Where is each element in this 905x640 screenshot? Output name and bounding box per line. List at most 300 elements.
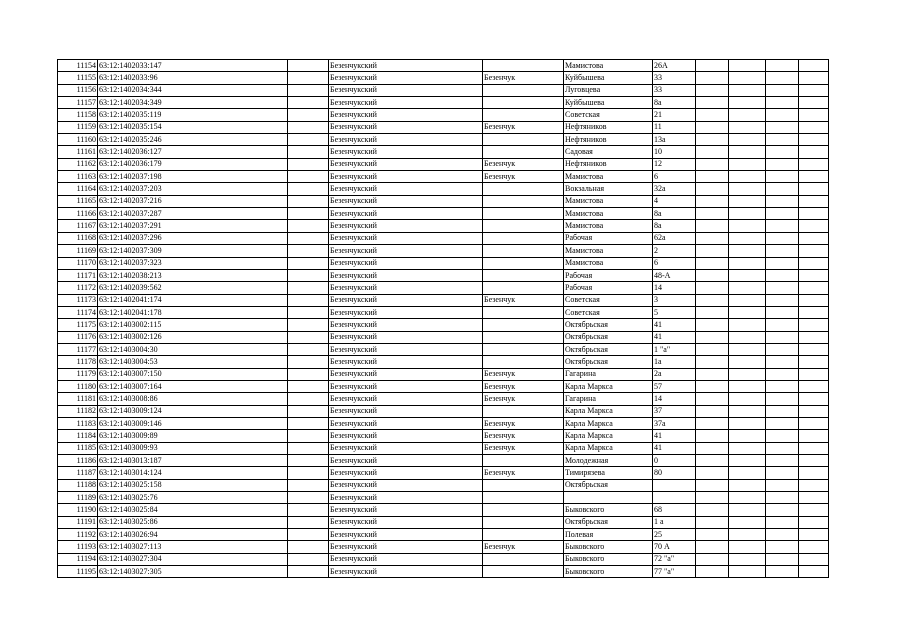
empty-cell xyxy=(696,294,729,306)
district-cell: Безенчукский xyxy=(329,442,483,454)
house-number-cell: 32а xyxy=(653,183,696,195)
house-number-cell: 14 xyxy=(653,393,696,405)
empty-cell xyxy=(288,504,329,516)
empty-cell xyxy=(729,319,766,331)
empty-cell xyxy=(696,405,729,417)
empty-cell xyxy=(729,171,766,183)
table-row xyxy=(58,356,829,368)
empty-cell xyxy=(766,405,799,417)
district-cell: Безенчукский xyxy=(329,393,483,405)
empty-cell xyxy=(729,356,766,368)
house-number-cell: 1 "а" xyxy=(653,343,696,355)
empty-cell xyxy=(288,245,329,257)
empty-cell xyxy=(729,405,766,417)
empty-cell xyxy=(799,171,829,183)
empty-cell xyxy=(799,220,829,232)
locality-cell: Безенчук xyxy=(483,417,564,429)
cadastral-number-cell: 63:12:1402039:562 xyxy=(98,282,288,294)
row-number-cell: 11173 xyxy=(58,294,98,306)
street-cell: Октябрьская xyxy=(564,343,653,355)
empty-cell xyxy=(799,257,829,269)
row-number-cell: 11158 xyxy=(58,109,98,121)
empty-cell xyxy=(766,245,799,257)
locality-cell xyxy=(483,343,564,355)
house-number-cell: 8а xyxy=(653,208,696,220)
locality-cell xyxy=(483,269,564,281)
table-row xyxy=(58,368,829,380)
district-cell: Безенчукский xyxy=(329,282,483,294)
row-number-cell: 11162 xyxy=(58,158,98,170)
empty-cell xyxy=(288,282,329,294)
empty-cell xyxy=(766,492,799,504)
empty-cell xyxy=(696,195,729,207)
district-cell: Безенчукский xyxy=(329,72,483,84)
empty-cell xyxy=(696,220,729,232)
empty-cell xyxy=(729,158,766,170)
street-cell: Нефтяников xyxy=(564,134,653,146)
house-number-cell: 21 xyxy=(653,109,696,121)
row-number-cell: 11193 xyxy=(58,541,98,553)
district-cell: Безенчукский xyxy=(329,492,483,504)
locality-cell xyxy=(483,356,564,368)
street-cell: Карла Маркса xyxy=(564,430,653,442)
empty-cell xyxy=(729,430,766,442)
empty-cell xyxy=(766,97,799,109)
row-number-cell: 11167 xyxy=(58,220,98,232)
table-row xyxy=(58,232,829,244)
street-cell: Быковского xyxy=(564,566,653,578)
locality-cell xyxy=(483,306,564,318)
empty-cell xyxy=(696,553,729,565)
locality-cell xyxy=(483,516,564,528)
cadastral-number-cell: 63:12:1402035:246 xyxy=(98,134,288,146)
street-cell: Мамистова xyxy=(564,220,653,232)
district-cell: Безенчукский xyxy=(329,331,483,343)
cadastral-number-cell: 63:12:1403027:113 xyxy=(98,541,288,553)
house-number-cell: 33 xyxy=(653,84,696,96)
locality-cell xyxy=(483,208,564,220)
empty-cell xyxy=(696,269,729,281)
locality-cell xyxy=(483,84,564,96)
empty-cell xyxy=(696,430,729,442)
empty-cell xyxy=(766,146,799,158)
empty-cell xyxy=(288,356,329,368)
empty-cell xyxy=(729,504,766,516)
empty-cell xyxy=(766,467,799,479)
street-cell xyxy=(564,492,653,504)
table-row xyxy=(58,405,829,417)
row-number-cell: 11168 xyxy=(58,232,98,244)
empty-cell xyxy=(696,72,729,84)
empty-cell xyxy=(799,294,829,306)
cadastral-number-cell: 63:12:1402037:198 xyxy=(98,171,288,183)
cadastral-number-cell: 63:12:1403025:76 xyxy=(98,492,288,504)
row-number-cell: 11187 xyxy=(58,467,98,479)
empty-cell xyxy=(799,393,829,405)
cadastral-number-cell: 63:12:1403009:89 xyxy=(98,430,288,442)
district-cell: Безенчукский xyxy=(329,430,483,442)
empty-cell xyxy=(696,158,729,170)
spreadsheet-table xyxy=(57,59,829,578)
row-number-cell: 11183 xyxy=(58,417,98,429)
empty-cell xyxy=(766,393,799,405)
empty-cell xyxy=(696,146,729,158)
street-cell: Мамистова xyxy=(564,257,653,269)
empty-cell xyxy=(766,306,799,318)
empty-cell xyxy=(799,60,829,72)
empty-cell xyxy=(799,146,829,158)
table-row xyxy=(58,109,829,121)
house-number-cell: 8а xyxy=(653,97,696,109)
empty-cell xyxy=(696,97,729,109)
empty-cell xyxy=(799,72,829,84)
empty-cell xyxy=(766,134,799,146)
cadastral-number-cell: 63:12:1403002:126 xyxy=(98,331,288,343)
district-cell: Безенчукский xyxy=(329,208,483,220)
empty-cell xyxy=(729,553,766,565)
empty-cell xyxy=(288,121,329,133)
street-cell: Карла Маркса xyxy=(564,380,653,392)
district-cell: Безенчукский xyxy=(329,97,483,109)
cadastral-number-cell: 63:12:1402041:178 xyxy=(98,306,288,318)
empty-cell xyxy=(729,97,766,109)
street-cell: Советская xyxy=(564,109,653,121)
row-number-cell: 11185 xyxy=(58,442,98,454)
row-number-cell: 11178 xyxy=(58,356,98,368)
empty-cell xyxy=(288,183,329,195)
empty-cell xyxy=(696,121,729,133)
row-number-cell: 11184 xyxy=(58,430,98,442)
row-number-cell: 11156 xyxy=(58,84,98,96)
district-cell: Безенчукский xyxy=(329,504,483,516)
locality-cell xyxy=(483,566,564,578)
cadastral-number-cell: 63:12:1402037:287 xyxy=(98,208,288,220)
empty-cell xyxy=(766,257,799,269)
empty-cell xyxy=(696,516,729,528)
empty-cell xyxy=(288,380,329,392)
locality-cell xyxy=(483,97,564,109)
locality-cell xyxy=(483,257,564,269)
empty-cell xyxy=(766,331,799,343)
house-number-cell: 10 xyxy=(653,146,696,158)
house-number-cell: 26А xyxy=(653,60,696,72)
district-cell: Безенчукский xyxy=(329,455,483,467)
district-cell: Безенчукский xyxy=(329,60,483,72)
empty-cell xyxy=(799,232,829,244)
house-number-cell: 48-А xyxy=(653,269,696,281)
cadastral-number-cell: 63:12:1402034:344 xyxy=(98,84,288,96)
table-row xyxy=(58,492,829,504)
street-cell: Мамистова xyxy=(564,208,653,220)
empty-cell xyxy=(729,479,766,491)
row-number-cell: 11182 xyxy=(58,405,98,417)
empty-cell xyxy=(766,553,799,565)
district-cell: Безенчукский xyxy=(329,134,483,146)
empty-cell xyxy=(288,430,329,442)
table-row xyxy=(58,97,829,109)
house-number-cell: 37 xyxy=(653,405,696,417)
table-row xyxy=(58,504,829,516)
empty-cell xyxy=(799,430,829,442)
empty-cell xyxy=(696,319,729,331)
empty-cell xyxy=(799,479,829,491)
cadastral-number-cell: 63:12:1403004:30 xyxy=(98,343,288,355)
table-row xyxy=(58,319,829,331)
table-row xyxy=(58,146,829,158)
empty-cell xyxy=(729,195,766,207)
locality-cell: Безенчук xyxy=(483,171,564,183)
empty-cell xyxy=(799,455,829,467)
district-cell: Безенчукский xyxy=(329,158,483,170)
empty-cell xyxy=(729,380,766,392)
empty-cell xyxy=(696,529,729,541)
empty-cell xyxy=(766,195,799,207)
locality-cell: Безенчук xyxy=(483,380,564,392)
empty-cell xyxy=(766,566,799,578)
cadastral-number-cell: 63:12:1402035:154 xyxy=(98,121,288,133)
street-cell: Мамистова xyxy=(564,245,653,257)
table-row xyxy=(58,553,829,565)
street-cell: Карла Маркса xyxy=(564,417,653,429)
empty-cell xyxy=(799,529,829,541)
empty-cell xyxy=(766,430,799,442)
empty-cell xyxy=(799,541,829,553)
empty-cell xyxy=(288,467,329,479)
empty-cell xyxy=(729,492,766,504)
empty-cell xyxy=(696,134,729,146)
house-number-cell: 77 "а" xyxy=(653,566,696,578)
empty-cell xyxy=(799,282,829,294)
table-row xyxy=(58,306,829,318)
empty-cell xyxy=(766,541,799,553)
row-number-cell: 11161 xyxy=(58,146,98,158)
table-row xyxy=(58,158,829,170)
district-cell: Безенчукский xyxy=(329,269,483,281)
empty-cell xyxy=(288,195,329,207)
table-row xyxy=(58,479,829,491)
empty-cell xyxy=(799,516,829,528)
empty-cell xyxy=(696,171,729,183)
empty-cell xyxy=(729,245,766,257)
district-cell: Безенчукский xyxy=(329,232,483,244)
table-row xyxy=(58,343,829,355)
empty-cell xyxy=(729,269,766,281)
row-number-cell: 11165 xyxy=(58,195,98,207)
locality-cell xyxy=(483,245,564,257)
locality-cell xyxy=(483,529,564,541)
empty-cell xyxy=(288,417,329,429)
empty-cell xyxy=(288,442,329,454)
empty-cell xyxy=(288,479,329,491)
district-cell: Безенчукский xyxy=(329,245,483,257)
house-number-cell xyxy=(653,479,696,491)
street-cell: Октябрьская xyxy=(564,319,653,331)
empty-cell xyxy=(288,84,329,96)
street-cell: Гагарина xyxy=(564,393,653,405)
empty-cell xyxy=(766,158,799,170)
street-cell: Быковского xyxy=(564,541,653,553)
empty-cell xyxy=(799,405,829,417)
cadastral-number-cell: 63:12:1403007:150 xyxy=(98,368,288,380)
empty-cell xyxy=(729,516,766,528)
cadastral-number-cell: 63:12:1403004:53 xyxy=(98,356,288,368)
empty-cell xyxy=(696,245,729,257)
empty-cell xyxy=(696,393,729,405)
street-cell: Тимирязева xyxy=(564,467,653,479)
street-cell: Полевая xyxy=(564,529,653,541)
empty-cell xyxy=(766,183,799,195)
empty-cell xyxy=(696,208,729,220)
empty-cell xyxy=(288,294,329,306)
empty-cell xyxy=(729,121,766,133)
empty-cell xyxy=(696,380,729,392)
house-number-cell: 13а xyxy=(653,134,696,146)
street-cell: Рабочая xyxy=(564,232,653,244)
empty-cell xyxy=(799,504,829,516)
empty-cell xyxy=(729,72,766,84)
street-cell: Октябрьская xyxy=(564,331,653,343)
row-number-cell: 11155 xyxy=(58,72,98,84)
empty-cell xyxy=(696,467,729,479)
empty-cell xyxy=(766,220,799,232)
table-row xyxy=(58,72,829,84)
district-cell: Безенчукский xyxy=(329,343,483,355)
cadastral-number-cell: 63:12:1403026:94 xyxy=(98,529,288,541)
empty-cell xyxy=(288,109,329,121)
empty-cell xyxy=(288,455,329,467)
cadastral-number-cell: 63:12:1403025:158 xyxy=(98,479,288,491)
empty-cell xyxy=(799,158,829,170)
locality-cell: Безенчук xyxy=(483,158,564,170)
empty-cell xyxy=(288,331,329,343)
empty-cell xyxy=(288,306,329,318)
empty-cell xyxy=(799,442,829,454)
empty-cell xyxy=(729,60,766,72)
empty-cell xyxy=(766,343,799,355)
empty-cell xyxy=(766,504,799,516)
empty-cell xyxy=(288,158,329,170)
empty-cell xyxy=(799,467,829,479)
empty-cell xyxy=(696,306,729,318)
empty-cell xyxy=(729,232,766,244)
empty-cell xyxy=(766,417,799,429)
cadastral-number-cell: 63:12:1402033:96 xyxy=(98,72,288,84)
cadastral-number-cell: 63:12:1403027:305 xyxy=(98,566,288,578)
empty-cell xyxy=(729,294,766,306)
locality-cell xyxy=(483,134,564,146)
house-number-cell: 25 xyxy=(653,529,696,541)
empty-cell xyxy=(288,343,329,355)
district-cell: Безенчукский xyxy=(329,146,483,158)
empty-cell xyxy=(288,72,329,84)
empty-cell xyxy=(799,109,829,121)
locality-cell xyxy=(483,553,564,565)
district-cell: Безенчукский xyxy=(329,553,483,565)
empty-cell xyxy=(766,380,799,392)
row-number-cell: 11186 xyxy=(58,455,98,467)
locality-cell xyxy=(483,455,564,467)
house-number-cell: 41 xyxy=(653,442,696,454)
row-number-cell: 11171 xyxy=(58,269,98,281)
empty-cell xyxy=(799,331,829,343)
table-row xyxy=(58,529,829,541)
table-row xyxy=(58,393,829,405)
row-number-cell: 11191 xyxy=(58,516,98,528)
house-number-cell: 80 xyxy=(653,467,696,479)
empty-cell xyxy=(696,257,729,269)
house-number-cell: 8а xyxy=(653,220,696,232)
district-cell: Безенчукский xyxy=(329,516,483,528)
empty-cell xyxy=(729,134,766,146)
row-number-cell: 11192 xyxy=(58,529,98,541)
house-number-cell: 2а xyxy=(653,368,696,380)
house-number-cell: 41 xyxy=(653,319,696,331)
empty-cell xyxy=(766,121,799,133)
street-cell: Октябрьская xyxy=(564,479,653,491)
locality-cell xyxy=(483,405,564,417)
house-number-cell: 70 А xyxy=(653,541,696,553)
table-row xyxy=(58,566,829,578)
empty-cell xyxy=(729,84,766,96)
empty-cell xyxy=(288,220,329,232)
empty-cell xyxy=(288,134,329,146)
empty-cell xyxy=(799,245,829,257)
empty-cell xyxy=(729,393,766,405)
district-cell: Безенчукский xyxy=(329,257,483,269)
empty-cell xyxy=(729,183,766,195)
district-cell: Безенчукский xyxy=(329,319,483,331)
street-cell: Рабочая xyxy=(564,282,653,294)
row-number-cell: 11179 xyxy=(58,368,98,380)
house-number-cell xyxy=(653,492,696,504)
locality-cell xyxy=(483,282,564,294)
table-row xyxy=(58,257,829,269)
row-number-cell: 11180 xyxy=(58,380,98,392)
cadastral-number-cell: 63:12:1403008:86 xyxy=(98,393,288,405)
house-number-cell: 4 xyxy=(653,195,696,207)
table-row xyxy=(58,183,829,195)
cadastral-number-cell: 63:12:1403009:146 xyxy=(98,417,288,429)
locality-cell xyxy=(483,331,564,343)
empty-cell xyxy=(729,109,766,121)
table-row xyxy=(58,171,829,183)
empty-cell xyxy=(799,566,829,578)
cadastral-number-cell: 63:12:1403009:93 xyxy=(98,442,288,454)
row-number-cell: 11169 xyxy=(58,245,98,257)
table-row xyxy=(58,121,829,133)
cadastral-number-cell: 63:12:1402033:147 xyxy=(98,60,288,72)
empty-cell xyxy=(799,417,829,429)
empty-cell xyxy=(766,294,799,306)
empty-cell xyxy=(766,479,799,491)
street-cell: Быковского xyxy=(564,504,653,516)
house-number-cell: 1 а xyxy=(653,516,696,528)
cadastral-number-cell: 63:12:1403025:86 xyxy=(98,516,288,528)
empty-cell xyxy=(288,541,329,553)
empty-cell xyxy=(799,553,829,565)
empty-cell xyxy=(288,393,329,405)
empty-cell xyxy=(696,183,729,195)
empty-cell xyxy=(288,146,329,158)
locality-cell: Безенчук xyxy=(483,467,564,479)
district-cell: Безенчукский xyxy=(329,356,483,368)
house-number-cell: 0 xyxy=(653,455,696,467)
cadastral-number-cell: 63:12:1403014:124 xyxy=(98,467,288,479)
empty-cell xyxy=(729,455,766,467)
empty-cell xyxy=(729,566,766,578)
row-number-cell: 11159 xyxy=(58,121,98,133)
cadastral-number-cell: 63:12:1403025:84 xyxy=(98,504,288,516)
